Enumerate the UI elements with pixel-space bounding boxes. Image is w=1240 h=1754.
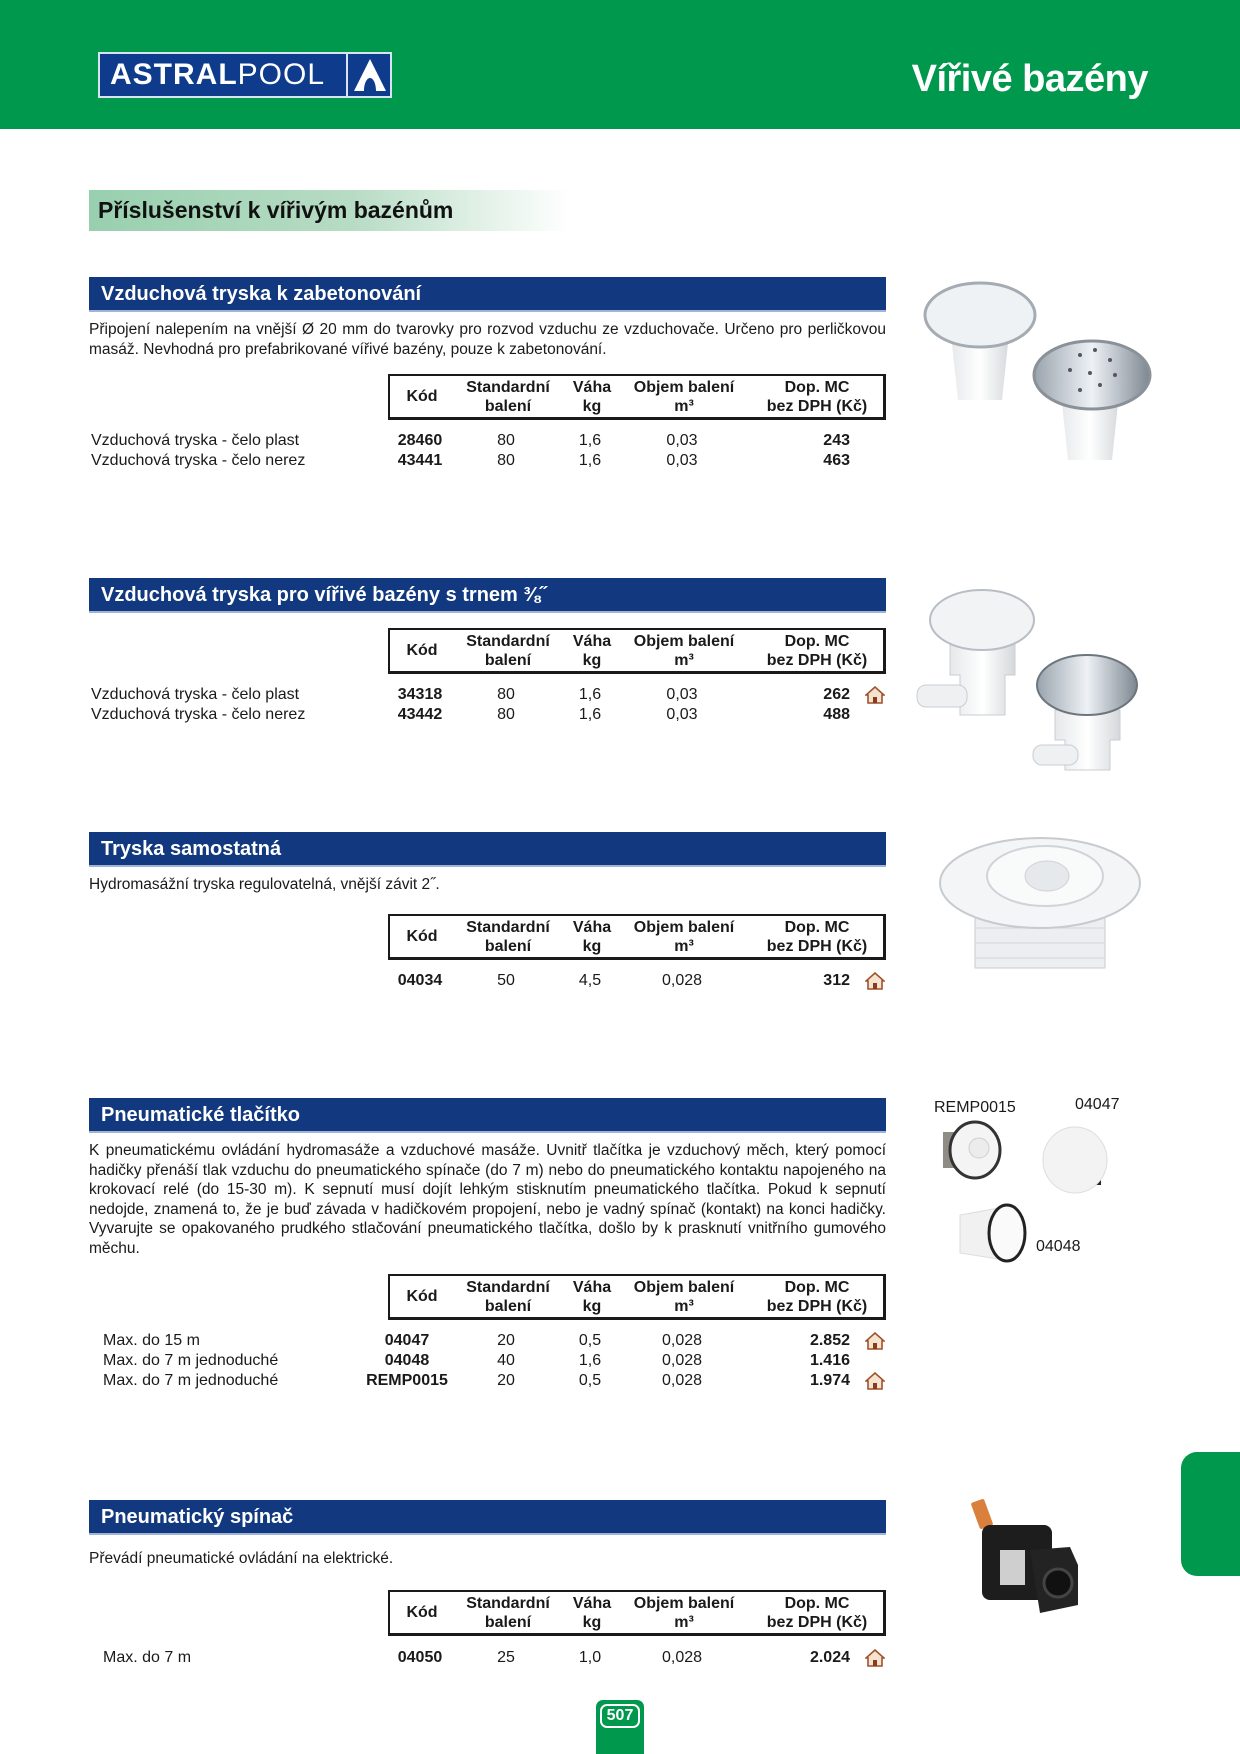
table-header: Kód Standardní balení Váha kg Objem balení m³ Dop. MC bez DPH (Kč)	[388, 1274, 886, 1320]
image-label-04047: 04047	[1075, 1096, 1120, 1113]
section-description: Hydromasážní tryska regulovatelná, vnější závit 2˝.	[89, 876, 440, 893]
section-description: Připojení nalepením na vnější Ø 20 mm do tvarovky pro rozvod vzduchu ze vzduchovače. Určeno pro perličkovou masáž. Nevhodná pro prefabrikované vířivé bazény, pouze k zabetonování.	[89, 321, 886, 358]
stock-house-icon	[865, 686, 885, 704]
brand-light: POOL	[237, 58, 326, 91]
page-number: 507	[600, 1704, 640, 1728]
air-jet-spike-image	[905, 575, 1155, 775]
header-standard: Standardní balení	[466, 379, 550, 415]
stock-house-icon	[865, 1649, 885, 1667]
astralpool-logo	[98, 52, 392, 98]
header-vaha: Váha kg	[572, 379, 612, 415]
section-title: Pneumatické tlačítko	[89, 1098, 886, 1133]
section-vzduchova-tryska-zabetonovani	[89, 277, 886, 469]
section-description: K pneumatickému ovládání hydromasáže a vzduchové masáže. Uvnitř tlačítka je vzduchový měch, který pomocí hadičky přenáší tlak vzduchu do pneumatického spínače (do 7 m) nebo do pneumatického kontaktu napojeného na krokovací relé (do 15-30 m). K sepnutí musí dojít lehkým stisknutím pneumatického tlačítka. Pokud k sepnutí nedojde, znamená to, že je buď závada v hadičkovém propojení, nebo je vadný spínač (kontakt) na konci hadičky. Vyvarujte se opakovaného prudkého stlačování pneumatického tlačítka, došlo by k prasknutí vnitřního gumového měchu.	[89, 1142, 886, 1257]
image-label-remp0015: REMP0015	[934, 1099, 1016, 1116]
section-title: Vzduchová tryska pro vířivé bazény s trnem ⅜˝	[89, 578, 886, 613]
table-header	[388, 374, 886, 420]
header-cena: Dop. MC bez DPH (Kč)	[766, 379, 868, 415]
section-title: Pneumatický spínač	[89, 1500, 886, 1535]
section-pneumaticke-tlacitko	[89, 1098, 886, 1389]
table-header: Kód Standardní balení Váha kg Objem balení m³ Dop. MC bez DPH (Kč)	[388, 914, 886, 960]
section-pneumaticky-spinac	[89, 1500, 886, 1666]
hydromassage-jet-image	[935, 828, 1145, 978]
table-row: Vzduchová tryska - čelo nerez 43441 80 1,6 0,03 463	[91, 452, 850, 469]
table-row: Vzduchová tryska - čelo plast 28460 80 1,6 0,03 243	[91, 432, 850, 449]
pneumatic-switch-image	[970, 1495, 1090, 1625]
stock-house-icon	[865, 972, 885, 990]
table-row: Vzduchová tryska - čelo plast 34318 80 1,6 0,03 262	[89, 685, 929, 705]
header-kod: Kód	[406, 388, 438, 405]
section-title: Vzduchová tryska k zabetonování	[89, 277, 886, 312]
side-tab	[1181, 1452, 1240, 1576]
category-title: Příslušenství k vířivým bazénům	[89, 190, 569, 231]
table-row: Max. do 7 m jednoduché REMP0015 20 0,5 0,028 1.974	[89, 1371, 929, 1391]
header-objem: Objem balení m³	[633, 379, 735, 415]
page-number-tab	[596, 1700, 644, 1754]
table-row: Max. do 15 m 04047 20 0,5 0,028 2.852	[89, 1331, 929, 1351]
brand-bold: ASTRAL	[110, 58, 238, 91]
table-row: Max. do 7 m 04050 25 1,0 0,028 2.024	[89, 1648, 929, 1668]
air-jet-concrete-image	[920, 275, 1160, 470]
section-tryska-samostatna	[89, 832, 886, 989]
section-title: Tryska samostatná	[89, 832, 886, 867]
section-description: Převádí pneumatické ovládání na elektrické.	[89, 1550, 394, 1567]
image-label-04048: 04048	[1036, 1238, 1081, 1255]
stock-house-icon	[865, 1332, 885, 1350]
table-row: 04034 50 4,5 0,028 312	[89, 971, 929, 991]
table-header: Kód Standardní balení Váha kg Objem balení m³ Dop. MC bez DPH (Kč)	[388, 1590, 886, 1636]
section-vzduchova-tryska-trn	[89, 578, 886, 723]
stock-house-icon	[865, 1372, 885, 1390]
astralpool-triangle-icon	[346, 54, 390, 96]
pneumatic-buttons-image	[935, 1115, 1125, 1265]
table-row: Max. do 7 m jednoduché 04048 40 1,6 0,028 1.416	[103, 1352, 850, 1369]
table-header: Kód Standardní balení Váha kg Objem balení m³ Dop. MC bez DPH (Kč)	[388, 628, 886, 674]
page-title: Vířivé bazény	[911, 58, 1148, 100]
table-row: Vzduchová tryska - čelo nerez 43442 80 1,6 0,03 488	[91, 706, 850, 723]
